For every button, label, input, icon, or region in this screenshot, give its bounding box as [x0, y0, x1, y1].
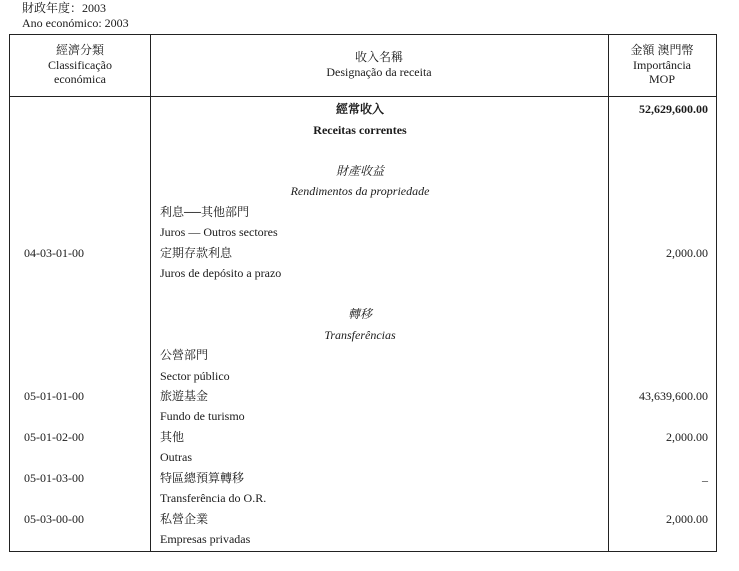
column-header-text: Classificação — [48, 57, 112, 72]
column-header-text: MOP — [648, 72, 675, 86]
header-year-zh: 財政年度：2003 — [22, 1, 107, 15]
item-amount: 2,000.00 — [666, 430, 708, 444]
item-desc-pt: Outras — [160, 450, 192, 464]
subgroup-title-zh: 利息──其他部門 — [160, 205, 250, 219]
subgroup-title-pt: Juros — Outros sectores — [160, 225, 278, 239]
item-amount: 2,000.00 — [666, 512, 708, 526]
item-desc-pt: Juros de depósito a prazo — [160, 266, 282, 280]
item-desc-pt: Transferência do O.R. — [160, 491, 267, 505]
item-code: 05-01-02-00 — [24, 430, 84, 444]
subgroup-title-pt: Sector público — [160, 369, 230, 383]
column-header-text: 收入名稱 — [354, 50, 403, 64]
column-header-classification — [10, 43, 150, 87]
item-amount: 43,639,600.00 — [639, 389, 708, 403]
column-header-amount — [608, 43, 716, 87]
header-year-pt: Ano económico: 2003 — [22, 16, 129, 30]
item-desc-zh: 特區總預算轉移 — [160, 471, 245, 485]
item-desc-zh: 私營企業 — [160, 512, 209, 526]
item-desc-zh: 其他 — [160, 430, 185, 444]
item-code: 04-03-01-00 — [24, 246, 84, 260]
column-header-text: Designação da receita — [326, 64, 432, 79]
section-title-pt: Receitas correntes — [313, 123, 407, 137]
item-code: 05-01-03-00 — [24, 471, 84, 485]
item-desc-zh: 旅遊基金 — [160, 389, 209, 403]
column-divider — [608, 35, 609, 551]
group-title-zh: 財產收益 — [335, 164, 384, 178]
column-divider — [150, 35, 151, 551]
subgroup-title-zh: 公營部門 — [160, 348, 209, 362]
column-header-text: 金額 澳門幣 — [630, 43, 694, 57]
group-title-pt: Rendimentos da propriedade — [290, 184, 430, 198]
item-amount: – — [702, 473, 708, 487]
column-header-text: económica — [54, 72, 106, 86]
item-desc-zh: 定期存款利息 — [160, 246, 233, 260]
item-desc-pt: Fundo de turismo — [160, 409, 245, 423]
group-title-zh: 轉移 — [347, 307, 372, 321]
column-header-designation — [150, 50, 608, 79]
group-title-pt: Transferências — [324, 328, 396, 342]
item-amount: 2,000.00 — [666, 246, 708, 260]
column-header-text: Importância — [633, 57, 691, 72]
header-divider — [10, 96, 716, 97]
revenue-table — [9, 34, 717, 552]
item-desc-pt: Empresas privadas — [160, 532, 251, 546]
section-total: 52,629,600.00 — [639, 102, 708, 116]
section-title-zh: 經常收入 — [335, 102, 384, 116]
column-header-text: 經濟分類 — [55, 43, 104, 57]
item-code: 05-03-00-00 — [24, 512, 84, 526]
item-code: 05-01-01-00 — [24, 389, 84, 403]
